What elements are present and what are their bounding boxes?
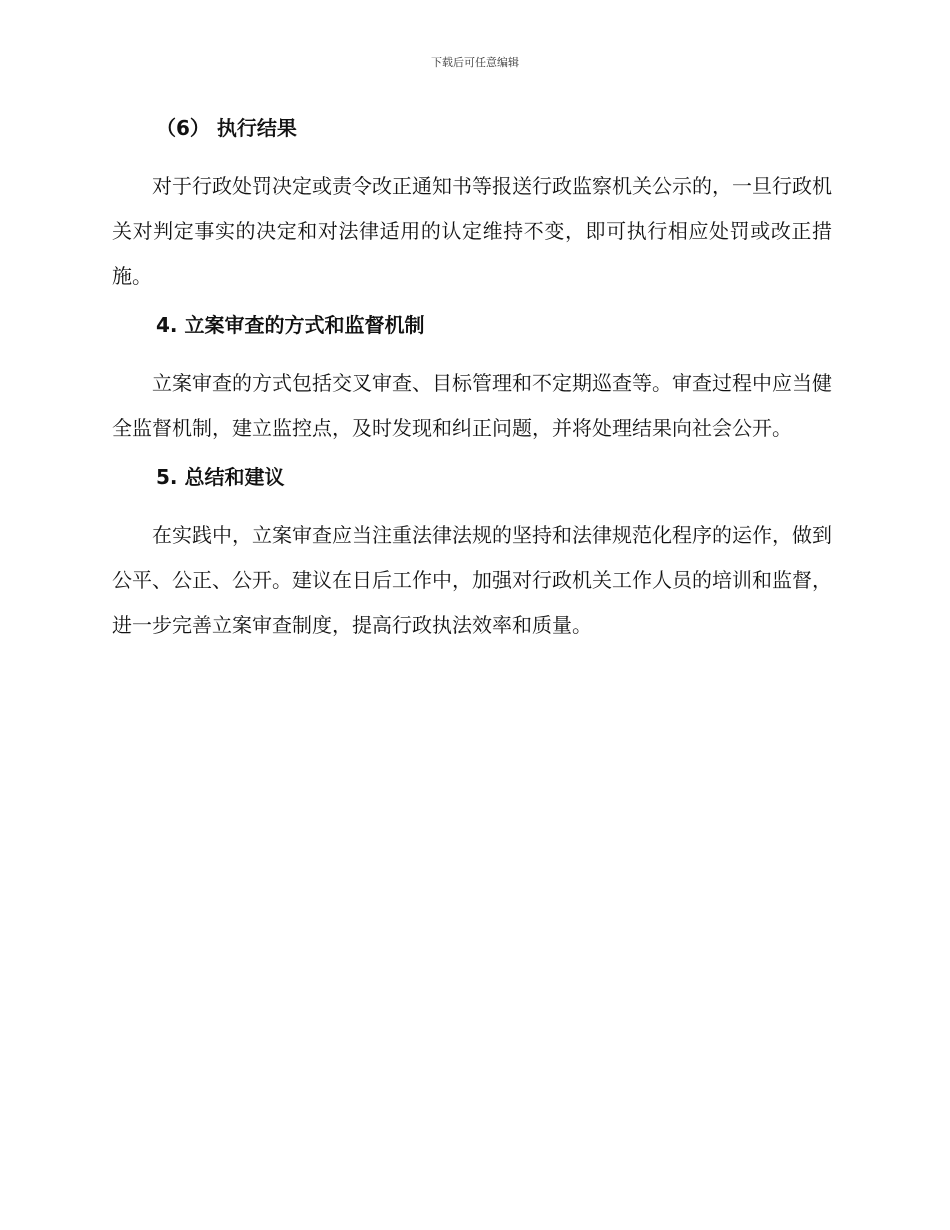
section-paragraph-review-method: 立案审查的方式包括交叉审查、目标管理和不定期巡查等。审查过程中应当健全监督机制，建立监控点，及时发现和纠正问题，并将处理结果向社会公开。 <box>112 371 832 440</box>
section-heading-summary: 5. 总结和建议 <box>156 465 285 489</box>
section-heading-review-method: 4. 立案审查的方式和监督机制 <box>156 313 425 337</box>
section-heading-execution-result: （6） 执行结果 <box>156 116 297 140</box>
section-paragraph-execution-result: 对于行政处罚决定或责令改正通知书等报送行政监察机关公示的，一旦行政机关对判定事实的决定和对法律适用的认定维持不变，即可执行相应处罚或改正措施。 <box>112 174 832 288</box>
page-header-note: 下载后可任意编辑 <box>431 56 519 69</box>
document-body <box>112 112 832 648</box>
section-paragraph-summary: 在实践中，立案审查应当注重法律法规的坚持和法律规范化程序的运作，做到公平、公正、公开。建议在日后工作中，加强对行政机关工作人员的培训和监督，进一步完善立案审查制度，提高行政执法效率和质量。 <box>112 523 832 637</box>
